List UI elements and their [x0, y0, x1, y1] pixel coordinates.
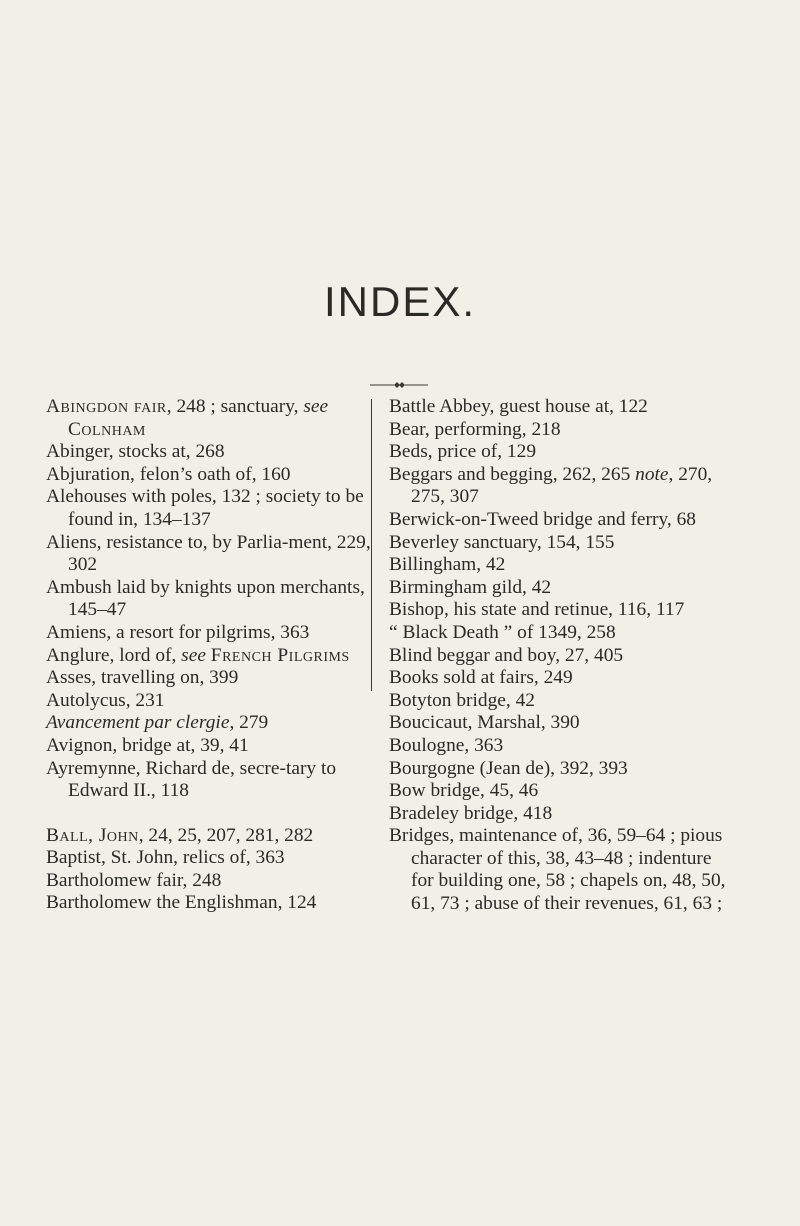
index-entry: Botyton bridge, 42 — [389, 689, 535, 711]
index-entry: “ Black Death ” of 1349, 258 — [389, 621, 616, 643]
index-entry: Abinger, stocks at, 268 — [46, 441, 225, 463]
index-entry: Beverley sanctuary, 154, 155 — [389, 531, 615, 553]
index-entry: Anglure, lord of, see French Pilgrims — [46, 644, 350, 666]
ornament-divider-icon — [370, 380, 428, 390]
index-entry: Avancement par clergie, 279 — [46, 712, 269, 734]
index-entry: Asses, travelling on, 399 — [46, 667, 239, 689]
index-entry: Baptist, St. John, relics of, 363 — [46, 847, 285, 869]
index-entry: Bourgogne (Jean de), 392, 393 — [389, 757, 628, 779]
index-entry: Bow bridge, 45, 46 — [389, 780, 539, 802]
index-entry: Beggars and begging, 262, 265 note, 270, 275, 307 — [389, 463, 713, 508]
index-entry: Abjuration, felon’s oath of, 160 — [46, 463, 291, 485]
index-entry: Boulogne, 363 — [389, 734, 504, 756]
index-entry: Bartholomew fair, 248 — [46, 869, 222, 891]
index-entry: Blind beggar and boy, 27, 405 — [389, 644, 624, 666]
index-entry: Billingham, 42 — [389, 554, 506, 576]
index-entry: Boucicaut, Marshal, 390 — [389, 712, 580, 734]
index-entry: Bear, performing, 218 — [389, 418, 561, 440]
index-entry: Avignon, bridge at, 39, 41 — [46, 734, 249, 756]
index-entry: Berwick-on-Tweed bridge and ferry, 68 — [389, 508, 696, 530]
right-column — [389, 396, 727, 916]
index-entry: Alehouses with poles, 132 ; society to be found in, 134–137 — [46, 486, 364, 530]
index-entry: Bishop, his state and retinue, 116, 117 — [389, 599, 685, 621]
index-entry: Abingdon fair, 248 ; sanctuary, see Colnham — [46, 396, 329, 440]
index-entry: Aliens, resistance to, by Parlia-ment, 229, 302 — [46, 531, 371, 576]
index-entry: Ayremynne, Richard de, secre-tary to Edward II., 118 — [46, 757, 337, 802]
index-entry: Ball, John, 24, 25, 207, 281, 282 — [46, 824, 314, 846]
index-entry: Amiens, a resort for pilgrims, 363 — [46, 621, 310, 643]
index-entry: Bradeley bridge, 418 — [389, 802, 553, 824]
index-entry: Bartholomew the Englishman, 124 — [46, 892, 317, 914]
index-entry: Battle Abbey, guest house at, 122 — [389, 396, 648, 417]
index-entry: Beds, price of, 129 — [389, 441, 537, 463]
left-column — [46, 396, 376, 915]
index-entry: Bridges, maintenance of, 36, 59–64 ; pious character of this, 38, 43–48 ; indenture for building one, 58 ; chapels on, 48, 50, 61, 73 ; abuse of their revenues, 61, 63 ; — [389, 825, 726, 915]
index-entry: Ambush laid by knights upon merchants, 145–47 — [46, 576, 365, 621]
page-title: INDEX. — [323, 278, 477, 325]
index-entry: Autolycus, 231 — [46, 689, 165, 711]
index-entry: Books sold at fairs, 249 — [389, 667, 573, 689]
index-entry: Birmingham gild, 42 — [389, 576, 552, 598]
